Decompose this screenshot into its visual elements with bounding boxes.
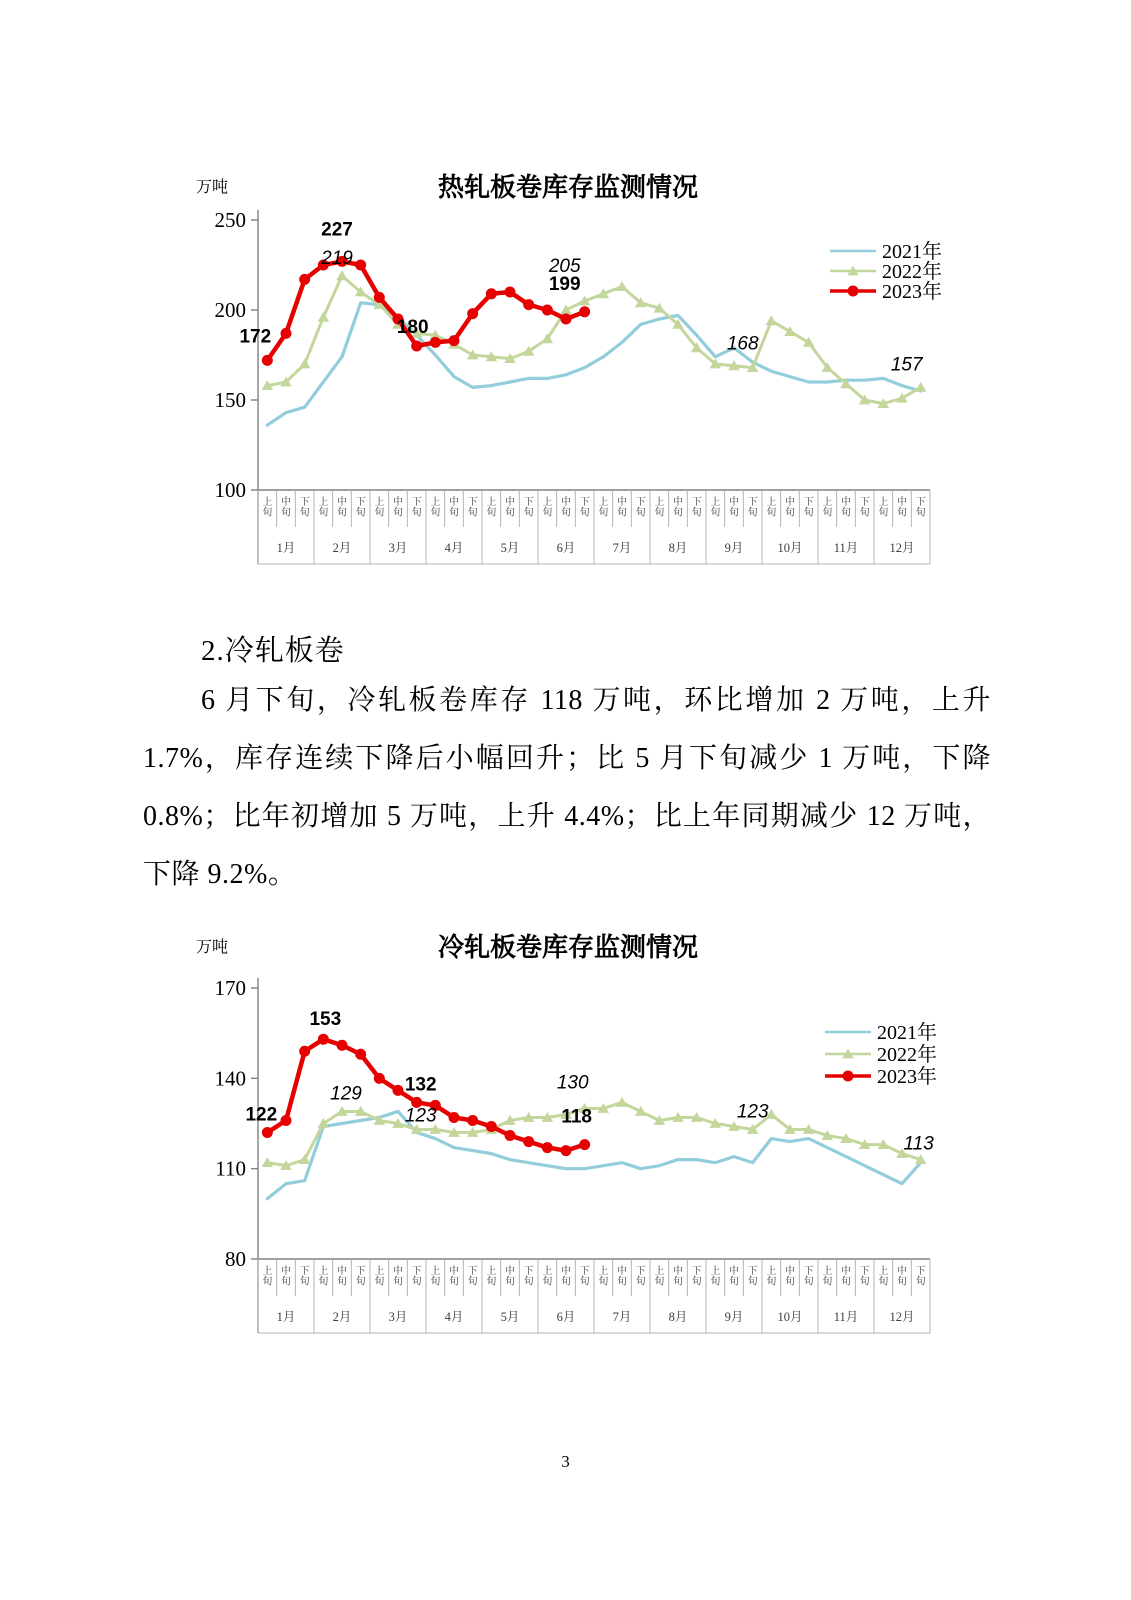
y-tick-label: 150 xyxy=(214,388,246,412)
x-period-label: 下旬 xyxy=(523,1265,534,1288)
x-month-label: 2月 xyxy=(332,541,352,555)
x-period-label: 中旬 xyxy=(337,497,347,519)
legend-label: 2023年 xyxy=(882,281,942,303)
x-period-label: 中旬 xyxy=(505,1265,515,1288)
legend-item-2022年 xyxy=(830,260,942,283)
x-period-label: 下旬 xyxy=(411,497,422,519)
x-period-label: 下旬 xyxy=(747,1265,758,1288)
x-month-label: 10月 xyxy=(777,1309,803,1324)
data-label: 123 xyxy=(404,1105,437,1127)
y-tick-label: 170 xyxy=(214,976,246,1000)
data-label: 132 xyxy=(404,1074,437,1096)
x-period-label: 中旬 xyxy=(729,497,739,519)
x-period-label: 下旬 xyxy=(915,1265,926,1288)
x-period-label: 中旬 xyxy=(841,1265,851,1288)
x-period-label: 下旬 xyxy=(411,1265,422,1288)
x-period-label: 上旬 xyxy=(710,1265,721,1288)
x-period-label: 下旬 xyxy=(635,1265,646,1288)
data-label: 199 xyxy=(548,273,581,295)
x-period-label: 上旬 xyxy=(878,497,889,519)
chart-title: 热轧板卷库存监测情况 xyxy=(437,173,699,202)
y-tick-label: 200 xyxy=(214,298,246,322)
section-paragraph: 6 月下旬，冷轧板卷库存 118 万吨，环比增加 2 万吨，上升 1.7%，库存连续下降后小幅回升；比 5 月下旬减少 1 万吨，下降 0.8%；比年初增加 5 万吨，上升 4.4%；比上年同期减少 12 万吨，下降 9.2%。 xyxy=(143,685,991,890)
chart-title: 冷轧板卷库存监测情况 xyxy=(437,933,699,962)
data-label: 129 xyxy=(330,1083,362,1105)
x-period-label: 中旬 xyxy=(897,497,907,519)
x-period-label: 下旬 xyxy=(859,1265,870,1288)
x-period-label: 下旬 xyxy=(915,497,926,519)
x-period-label: 上旬 xyxy=(542,1265,553,1288)
x-period-label: 下旬 xyxy=(355,1265,366,1288)
x-period-label: 上旬 xyxy=(374,1265,385,1288)
x-period-label: 上旬 xyxy=(598,1265,609,1288)
y-axis xyxy=(215,208,259,564)
x-period-label: 上旬 xyxy=(318,1265,329,1288)
x-period-label: 中旬 xyxy=(393,497,403,519)
data-label: 118 xyxy=(561,1106,592,1128)
data-label: 113 xyxy=(903,1133,934,1155)
x-period-label: 上旬 xyxy=(430,1265,441,1288)
series-2021年-line xyxy=(267,303,920,425)
x-month-label: 9月 xyxy=(724,1309,744,1324)
x-period-label: 上旬 xyxy=(486,1265,497,1288)
x-period-label: 中旬 xyxy=(617,497,627,519)
x-period-label: 中旬 xyxy=(561,1265,571,1288)
legend-label: 2022年 xyxy=(882,261,942,283)
page-number: 3 xyxy=(561,1452,570,1471)
x-period-label: 中旬 xyxy=(785,1265,795,1288)
x-month-label: 12月 xyxy=(889,1309,915,1324)
x-month-label: 4月 xyxy=(444,541,464,555)
x-period-label: 下旬 xyxy=(299,497,310,519)
x-period-label: 下旬 xyxy=(691,1265,702,1288)
data-label: 227 xyxy=(321,219,353,241)
y-tick-label: 100 xyxy=(214,478,246,502)
x-month-label: 2月 xyxy=(332,1309,352,1324)
legend-label: 2021年 xyxy=(877,1022,937,1044)
x-period-label: 上旬 xyxy=(654,497,665,519)
x-period-label: 下旬 xyxy=(299,1265,310,1288)
x-axis-table xyxy=(258,1259,930,1333)
x-period-label: 中旬 xyxy=(561,497,571,519)
x-period-label: 中旬 xyxy=(841,497,851,519)
legend-item-2022年 xyxy=(825,1043,937,1066)
data-label: 122 xyxy=(245,1104,278,1126)
x-month-label: 1月 xyxy=(276,1309,296,1324)
data-label: 168 xyxy=(726,333,759,355)
data-label: 130 xyxy=(556,1072,589,1094)
legend-item-2021年 xyxy=(830,240,942,263)
x-month-label: 8月 xyxy=(668,1309,688,1324)
x-month-label: 1月 xyxy=(276,541,296,555)
x-period-label: 中旬 xyxy=(673,497,683,519)
legend-label: 2022年 xyxy=(877,1044,937,1066)
x-month-label: 5月 xyxy=(500,1309,520,1324)
hot-rolled-inventory-chart-svg xyxy=(190,172,950,572)
x-period-label: 下旬 xyxy=(747,497,758,519)
x-period-label: 上旬 xyxy=(262,1265,273,1288)
x-month-label: 4月 xyxy=(444,1309,464,1324)
x-month-label: 3月 xyxy=(388,1309,408,1324)
legend xyxy=(830,240,942,303)
x-period-label: 下旬 xyxy=(467,497,478,519)
x-period-label: 上旬 xyxy=(766,497,777,519)
x-period-label: 下旬 xyxy=(691,497,702,519)
x-period-label: 中旬 xyxy=(281,497,291,519)
x-month-label: 10月 xyxy=(777,541,803,555)
y-tick-label: 80 xyxy=(225,1246,246,1271)
x-period-label: 上旬 xyxy=(374,497,385,519)
data-label: 157 xyxy=(890,354,923,376)
series-2021年-line xyxy=(267,1111,920,1198)
x-period-label: 上旬 xyxy=(542,497,553,519)
x-period-label: 下旬 xyxy=(635,497,646,519)
x-period-label: 中旬 xyxy=(281,1265,291,1288)
data-label: 205 xyxy=(548,256,581,277)
x-period-label: 下旬 xyxy=(579,497,590,519)
cold-rolled-inventory-chart-svg xyxy=(190,932,950,1342)
x-period-label: 上旬 xyxy=(822,1265,833,1288)
x-period-label: 下旬 xyxy=(355,497,366,519)
x-period-label: 中旬 xyxy=(449,1265,459,1288)
y-axis xyxy=(215,976,259,1333)
x-period-label: 上旬 xyxy=(430,497,441,519)
x-month-label: 5月 xyxy=(500,541,520,555)
x-month-label: 8月 xyxy=(668,541,688,555)
x-month-label: 6月 xyxy=(556,541,576,555)
x-period-label: 中旬 xyxy=(393,1265,403,1288)
x-period-label: 上旬 xyxy=(710,497,721,519)
x-period-label: 中旬 xyxy=(617,1265,627,1288)
x-period-label: 上旬 xyxy=(766,1265,777,1288)
y-tick-label: 140 xyxy=(214,1066,246,1091)
y-tick-label: 250 xyxy=(214,208,246,232)
legend-label: 2023年 xyxy=(877,1066,937,1088)
x-period-label: 下旬 xyxy=(803,1265,814,1288)
x-period-label: 下旬 xyxy=(859,497,870,519)
x-period-label: 中旬 xyxy=(729,1265,739,1288)
x-period-label: 下旬 xyxy=(803,497,814,519)
x-month-label: 9月 xyxy=(724,541,744,555)
x-period-label: 上旬 xyxy=(878,1265,889,1288)
x-month-label: 7月 xyxy=(612,541,632,555)
x-month-label: 7月 xyxy=(612,1309,632,1324)
x-period-label: 上旬 xyxy=(262,497,273,519)
x-period-label: 中旬 xyxy=(673,1265,683,1288)
x-month-label: 12月 xyxy=(889,541,915,555)
series-2022年-line xyxy=(262,270,927,408)
x-month-label: 3月 xyxy=(388,541,408,555)
data-label: 123 xyxy=(736,1101,769,1123)
x-month-label: 6月 xyxy=(556,1309,576,1324)
data-label: 219 xyxy=(321,247,353,269)
y-tick-label: 110 xyxy=(215,1156,246,1181)
x-period-label: 上旬 xyxy=(318,497,329,519)
y-axis-unit-label: 万吨 xyxy=(196,939,229,956)
legend-label: 2021年 xyxy=(882,241,942,263)
x-period-label: 中旬 xyxy=(505,497,515,519)
x-month-label: 11月 xyxy=(833,1309,859,1324)
series-2022年-line xyxy=(262,1097,927,1170)
legend-item-2023年 xyxy=(830,280,942,303)
x-period-label: 上旬 xyxy=(822,497,833,519)
x-period-label: 中旬 xyxy=(785,497,795,519)
hot-rolled-inventory-chart xyxy=(190,172,950,577)
x-period-label: 中旬 xyxy=(897,1265,907,1288)
data-label: 172 xyxy=(239,326,272,348)
legend xyxy=(825,1021,937,1088)
section-heading: 2.冷轧板卷 xyxy=(201,635,345,667)
x-month-label: 11月 xyxy=(833,541,859,555)
data-label: 153 xyxy=(309,1009,342,1031)
y-axis-unit-label: 万吨 xyxy=(196,179,229,196)
x-period-label: 下旬 xyxy=(523,497,534,519)
x-period-label: 上旬 xyxy=(598,497,609,519)
x-period-label: 上旬 xyxy=(486,497,497,519)
cold-rolled-inventory-chart xyxy=(190,932,950,1347)
legend-item-2023年 xyxy=(825,1065,937,1088)
legend-item-2021年 xyxy=(825,1021,937,1044)
x-period-label: 中旬 xyxy=(337,1265,347,1288)
x-period-label: 上旬 xyxy=(654,1265,665,1288)
data-label: 180 xyxy=(396,317,429,338)
x-period-label: 中旬 xyxy=(449,497,459,519)
x-period-label: 下旬 xyxy=(579,1265,590,1288)
x-axis-table xyxy=(258,490,930,564)
x-period-label: 下旬 xyxy=(467,1265,478,1288)
